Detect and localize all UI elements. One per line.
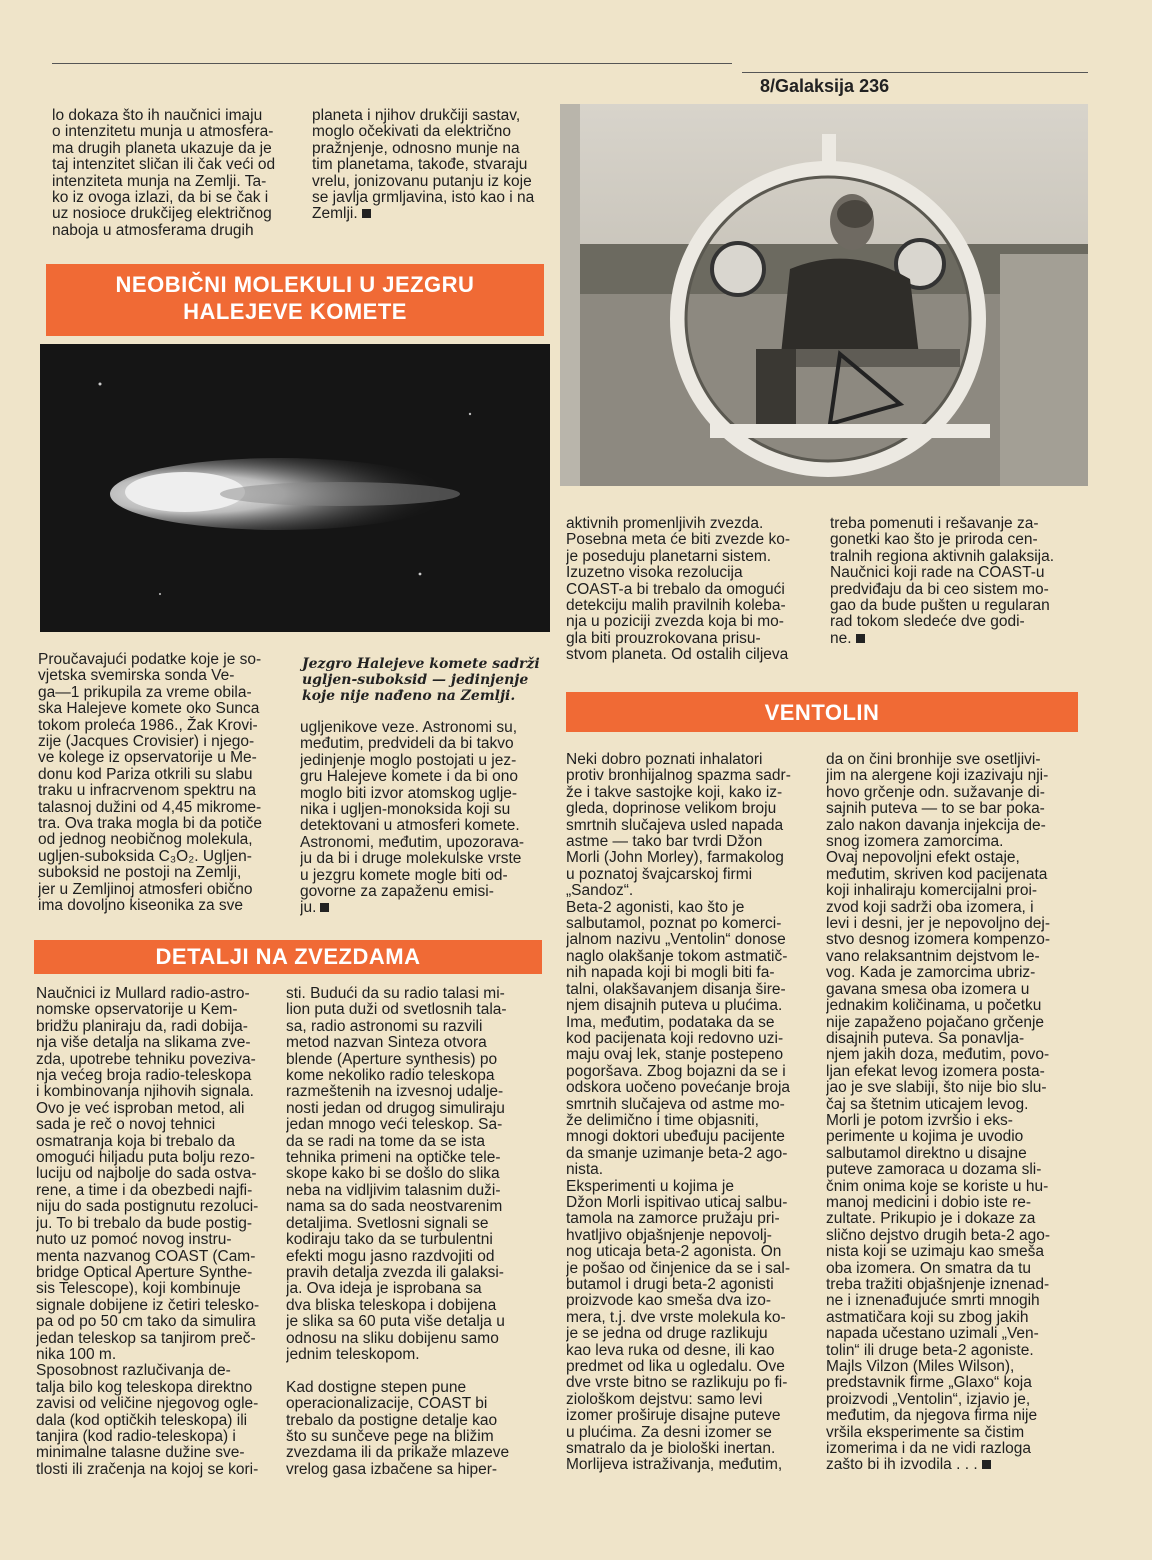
article2-col1 xyxy=(38,652,272,930)
article3-title: DETALJI NA ZVEZDAMA xyxy=(155,944,421,969)
article2-title-line1: NEOBIČNI MOLEKULI U JEZGRU xyxy=(115,272,475,297)
article4-col2 xyxy=(826,752,1062,1552)
article4-col1: Neki dobro poznati inhalatori protiv bronhijalnog spazma sadr- že i takve sastojke koji, kako iz- gleda, doprinose velikom broju smrtnih slučajeva usled napada astme — tako bar tvrdi Džon Morli (John Morley), farmakolog u poznatoj švajcarskoj firmi „Sandoz“. Beta-2 agonisti, kao što je salbutamol, poznat po komerci- jalnom nazivu „Ventolin“ donose naglo olakšanje tokom astmatič- nih napada koji bi mogli biti fa- talni, olakšavanjem disanja šire- njem disajnih puteva u plućima. Ima, međutim, podataka da se kod pacijenata koji redovno uzi- maju ovaj lek, stanje postepeno pogoršava. Zbog bojazni da se i odskora uočeno povećanje broja smrtnih slučajeva od astme mo- že delimično i time objasniti, mnogi doktori ubeđuju pacijente da smanje uzimanje beta-2 ago- nista. Eksperimenti u kojima je Džon Morli ispitivao uticaj salbu- tamola na zamorce pružaju pri- hvatljivo objašnjenje nepovolj- nog uticaja beta-2 agonista. On je pošao od činjenice da se i sal- butamol i drugi beta-2 agonisti proizvode kao smeša dva izo- mera, t.j. dve vrste molekula ko- je se jedna od druge razlikuju kao leva ruka od desne, ili kao predmet od lika u ogledalu. Ove dve vrste bitno se razlikuju po fi- ziološkom dejstvu: samo levi izomer proširuje disajne puteve u plućima. Za desni izomer se smatralo da je biološki inertan. Morlijeva istraživanja, međutim, xyxy=(566,752,791,1474)
top-rule-left xyxy=(52,63,732,64)
end-mark xyxy=(362,209,371,218)
article3-col1: Naučnici iz Mullard radio-astro- nomske opservatorije u Kem- bridžu planiraju da, radi dobija- nja više detalja na slikama zve- zda, upotrebe tehniku poveziva- nja većeg broja radio-teleskopa i kombinovanja njihovih signala. Ovo je već isproban metod, ali sada je reč o novoj tehnici osmatranja koja bi trebalo da omogući hiljadu puta bolju rezo- luciju od najbolje do sada ostva- rene, a time i da obezbedi najfi- niju do sada postignutu rezoluci- ju. To bi trebalo da bude postig- nuto uz pomoć novog instru- menta nazvanog COAST (Cam- bridge Optical Aperture Synthe- sis Telescope), koji kombinuje signale dobijene iz četiri telesko- pa od po 50 cm tako da simulira jedan teleskop sa tanjirom preč- nika 100 m. Sposobnost razlučivanja de- talja bilo kog teleskopa direktno zavisi od veličine njegovog ogle- dala (kod optičkih teleskopa) ili tanjira (kod radio-teleskopa) i minimalne talasne dužine sve- tlosti ili zračenja na kojoj se kori- xyxy=(36,986,260,1478)
article3-col3: aktivnih promenljivih zvezda. Posebna meta će biti zvezde ko- je poseduju planetarni sistem. Izuzetno visoka rezolucija COAST-a bi trebalo da omogući detekciju malih pravilnih koleba- nja u poziciji zvezda koja bi mo- gla biti prouzrokovana prisu- stvom planeta. Od ostalih ciljeva xyxy=(566,516,791,664)
article2-col2-text: ugljenikove veze. Astronomi su, međutim, predvideli da bi takvo jedinjenje moglo postojati u jez- gru Halejeve komete i da bi ono moglo biti izvor atomskog uglje- nika i ugljen-monoksida koji su detektovani u atmosferi komete. Astronomi, međutim, upozorava- ju da bi i druge molekulske vrste u jezgru komete mogle biti od- govorne za zapaženu emisi- ju. xyxy=(300,720,524,917)
telescope-photo xyxy=(560,104,1088,486)
comet-photo-graphic xyxy=(40,344,550,632)
article1-col2 xyxy=(312,108,550,233)
article3-col4 xyxy=(830,516,1070,666)
article2-title-banner xyxy=(46,264,544,336)
article4-col2-text: da on čini bronhije sve osetljivi- jim na alergene koji izazivaju nji- hovo grčenje odn. sužavanje di- sajnih puteva — to se bar poka- zalo nakon davanja injekcija de- snog izomera zamorcima. Ovaj nepovoljni efekt ostaje, međutim, skriven kod pacijenata koji inhaliraju komercijalni proi- zvod koji sadrži oba izomera, i levi i desni, jer je nepovoljno dej- stvo desnog izomera kompenzo- vano relaksantnim dejstvom le- vog. Kada je zamorcima ubriz- gavana smesa oba izomera u jednakim količinama, u početku nije zapaženo pojačano grčenje disajnih puteva. Sa ponavlja- njem jakih doza, međutim, povo- ljan efekat levog izomera posta- jao je sve slabiji, što nije bio slu- čaj sa štetnim uticajem levog. Morli je potom izvršio i eks- perimente u kojima je uvodio salbutamol direktno u disajne puteve zamoraca u dozama sli- čnim onima koje se koriste u hu- manoj medicini i dobio iste re- zultate. Prikupio je i dokaze za slično dejstvo drugih beta-2 ago- nista koji se uzimaju kao smeša oba izomera. On smatra da tu treba tražiti objašnjenje iznenad- ne i iznenađujuće smrti mnogih astmatičara koji su zbog jakih napada učestano uzimali „Ven- tolin“ ili druge beta-2 agoniste. Majls Vilzon (Miles Wilson), predstavnik firme „Glaxo“ koja proizvodi „Ventolin“, izjavio je, međutim, da njegova firma nije vršila eksperimente sa čistim izomerima i da ne vidi razloga zašto bi ih izvodila . . . xyxy=(826,752,1051,1474)
end-mark xyxy=(982,1460,991,1469)
comet-photo xyxy=(40,344,550,632)
top-rule-right xyxy=(742,72,1088,73)
article3-title-banner xyxy=(34,940,542,974)
end-mark xyxy=(856,634,865,643)
article3-col2: sti. Budući da su radio talasi mi- lion puta duži od svetlosnih tala- sa, radio astronomi su razvili metod nazvan Sinteza otvora blende (Aperture synthesis) po kome nekoliko radio teleskopa razmeštenih na izvesnoj udalje- nosti jedan od drugog simuliraju jedan mnogo veći teleskop. Sa- da se radi na tome da se ista tehnika primeni na optičke tele- skope kako bi se došlo do slika neba na vidljivim talasnim duži- nama sa do sada neostvarenim detaljima. Svetlosni signali se kodiraju tako da se turbulentni efekti mogu jasno razdvojiti od pravih detalja zvezda ili galaksi- ja. Ova ideja je isprobana sa dva bliska teleskopa i dobijena je slika sa 60 puta više detalja u odnosu na sliku dobijenu samo jednim teleskopom. Kad dostigne stepen pune operacionalizacije, COAST bi trebalo da postigne detalje kao što su sunčeve pege na bližim zvezdama ili da prikaže mlazeve vrelog gasa izbačene sa hiper- xyxy=(286,986,510,1478)
article2-title-line2: HALEJEVE KOMETE xyxy=(183,299,407,324)
article3-col4-text: treba pomenuti i rešavanje za- gonetki kao što je priroda cen- tralnih regiona aktivnih galaksija. Naučnici koji rade na COAST-u predviđaju da bi ceo sistem mo- gao da bude pušten u regularan rad tokom sledeće dve godi- ne. xyxy=(830,516,1055,647)
page-header: 8/Galaksija 236 xyxy=(760,76,890,96)
article1-col1: lo dokaza što ih naučnici imaju o intenzitetu munja u atmosfera- ma drugih planeta ukazuje da je taj intenzitet sličan ili čak veći od intenziteta munja na Zemlji. Ta- ko iz ovoga izlazi, da bi se čak i uz nosioce drukčijeg električnog naboja u atmosferama drugih xyxy=(52,108,276,239)
article4-title-banner xyxy=(566,692,1078,732)
article2-col2 xyxy=(300,720,542,932)
end-mark xyxy=(320,903,329,912)
article1-col2-text: planeta i njihov drukčiji sastav, moglo očekivati da električno pražnjenje, odnosno munje na tim planetama, takođe, stvaraju vrelu, jonizovanu putanju iz koje se javlja grmljavina, isto kao i na Zemlji. xyxy=(312,108,535,223)
article2-caption: Jezgro Halejeve komete sadrži ugljen-suboksid — jedinjenje koje nije nađeno na Zemlji. xyxy=(302,656,540,704)
article2-col1-text: Proučavajući podatke koje je so- vjetska svemirska sonda Ve- ga—1 prikupila za vreme obila- ska Halejeve komete oko Sunca tokom proleća 1986., Žak Krovi- zije (Jacques Crovisier) i njego- ve kolege iz opservatorije u Me- donu kod Pariza otkrili su slabu traku u infracrvenom spektru na talasnoj dužini od 4,45 mikrome- tra. Ova traka mogla bi da potiče od jednog neobičnog molekula, ugljen-suboksida C₃O₂. Ugljen- suboksid ne postoji na Zemlji, jer u Zemljinoj atmosferi obično ima dovoljno kiseonika za sve xyxy=(38,652,263,915)
telescope-photo-graphic xyxy=(560,104,1088,486)
article4-title: VENTOLIN xyxy=(764,700,880,725)
